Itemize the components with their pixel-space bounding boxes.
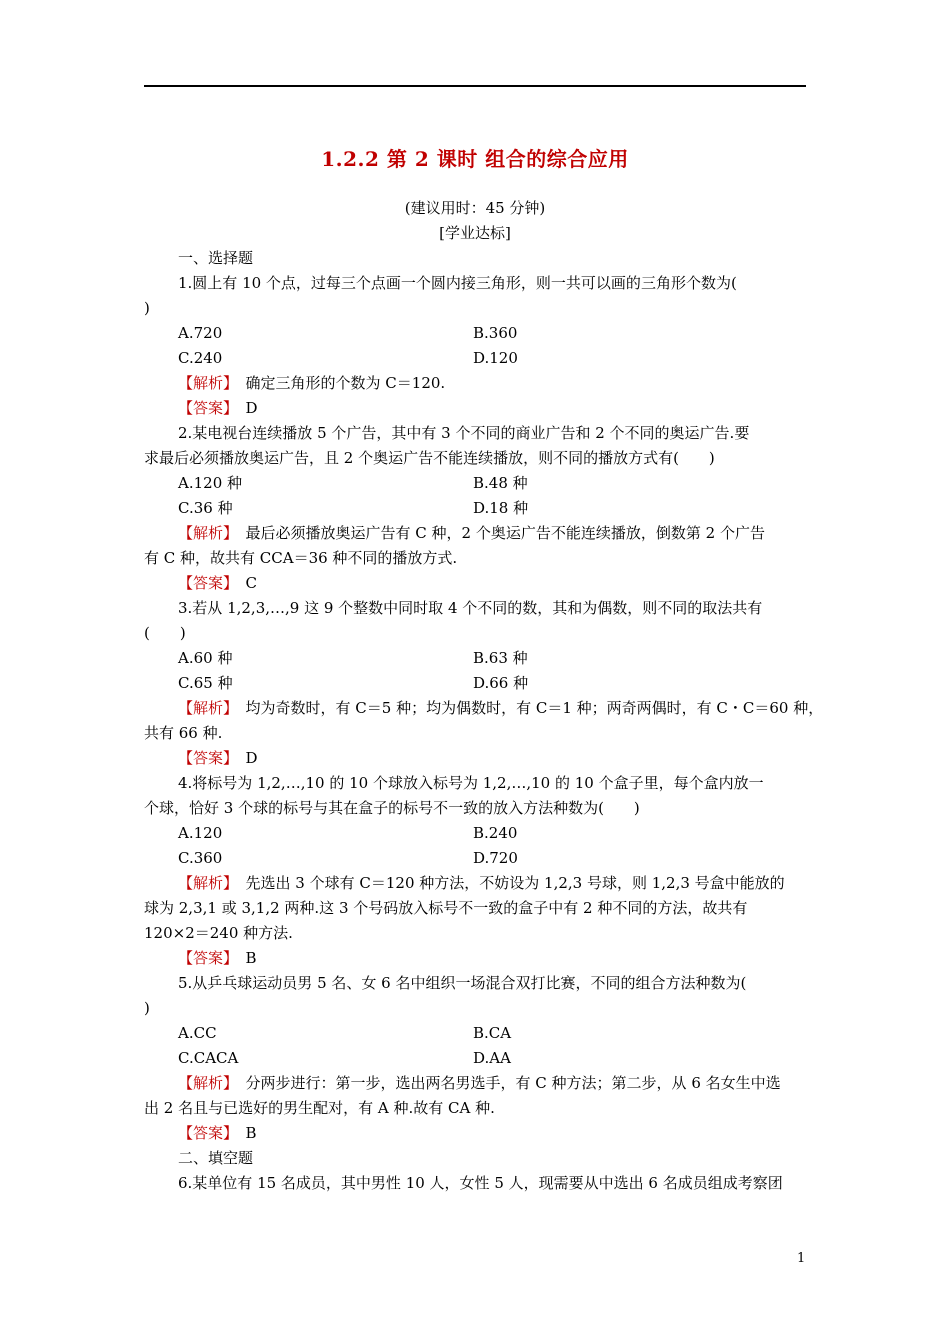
analysis-tag: 【解析】 (178, 374, 231, 392)
q1-option-c: C.240 (178, 349, 223, 367)
q5-stem-line1: 5.从乒乓球运动员男 5 名、女 6 名中组织一场混合双打比赛，不同的组合方法种数为( (178, 974, 747, 992)
analysis-tag: 【解析】 (178, 699, 231, 717)
q2-option-c: C.36 种 (178, 499, 233, 517)
q5-option-a: A.CC (178, 1024, 217, 1042)
q2-option-a: A.120 种 (178, 474, 242, 492)
q4-option-a: A.120 (178, 824, 223, 842)
q2-answer-value: C (245, 574, 258, 592)
q2-analysis-text-2: 有 C 种，故共有 CCA＝36 种不同的播放方式. (144, 549, 458, 567)
q4-analysis-text-2: 球为 2,3,1 或 3,1,2 两种.这 3 个号码放入标号不一致的盒子中有 2 种不同的方法，故共有 (144, 899, 748, 917)
q3-stem-line1: 3.若从 1,2,3,…,9 这 9 个整数中同时取 4 个不同的数，其和为偶数，则不同的取法共有 (178, 599, 763, 617)
q1-answer-value: D (245, 399, 258, 417)
analysis-tag: 【解析】 (178, 1074, 231, 1092)
q2-stem-line1: 2.某电视台连续播放 5 个广告，其中有 3 个不同的商业广告和 2 个不同的奥运广告.要 (178, 424, 750, 442)
q3-analysis (178, 698, 823, 718)
q1-option-a: A.720 (178, 324, 223, 342)
q5-option-c: C.CACA (178, 1049, 239, 1067)
q3-option-b: B.63 种 (473, 649, 528, 667)
q2-stem-line2: 求最后必须播放奥运广告，且 2 个奥运广告不能连续播放，则不同的播放方式有( ) (144, 449, 715, 467)
q5-analysis-text-1: 分两步进行：第一步，选出两名男选手，有 C 种方法；第二步，从 6 名女生中选 (245, 1074, 781, 1092)
q5-analysis-text-2: 出 2 名且与已选好的男生配对，有 A 种.故有 CA 种. (144, 1099, 495, 1117)
q2-option-d: D.18 种 (473, 499, 529, 517)
q5-option-d: D.AA (473, 1049, 511, 1067)
q3-answer (178, 748, 258, 768)
q3-option-a: A.60 种 (178, 649, 233, 667)
q1-stem-line2: ) (144, 299, 150, 317)
answer-tag: 【答案】 (178, 399, 231, 417)
q2-analysis (178, 523, 765, 543)
q2-analysis-text-1: 最后必须播放奥运广告有 C 种，2 个奥运广告不能连续播放，倒数第 2 个广告 (245, 524, 765, 542)
analysis-tag: 【解析】 (178, 874, 231, 892)
q5-analysis (178, 1073, 781, 1093)
answer-tag: 【答案】 (178, 1124, 231, 1142)
time-note: (建议用时：45 分钟) (404, 199, 546, 217)
q5-option-b: B.CA (473, 1024, 512, 1042)
q4-analysis (178, 873, 785, 893)
q4-stem-line1: 4.将标号为 1,2,…,10 的 10 个球放入标号为 1,2,…,10 的 10 个盒子里，每个盒内放一 (178, 774, 764, 792)
q3-analysis-text-1: 均为奇数时，有 C＝5 种；均为偶数时，有 C＝1 种；两奇两偶时，有 C・C＝60 种， (245, 699, 824, 717)
q4-answer (178, 948, 257, 968)
q1-analysis (178, 373, 445, 393)
section-heading-choice: 一、选择题 (178, 249, 254, 267)
q3-analysis-text-2: 共有 66 种. (144, 724, 223, 742)
q1-option-d: D.120 (473, 349, 518, 367)
q6-stem-line1: 6.某单位有 15 名成员，其中男性 10 人，女性 5 人，现需要从中选出 6 名成员组成考察团 (178, 1174, 783, 1192)
answer-tag: 【答案】 (178, 949, 231, 967)
section-heading-fill: 二、填空题 (178, 1149, 254, 1167)
q3-stem-line2: ( ) (144, 624, 186, 642)
answer-tag: 【答案】 (178, 574, 231, 592)
q4-analysis-text-1: 先选出 3 个球有 C＝120 种方法，不妨设为 1,2,3 号球，则 1,2,3 号盒中能放的 (245, 874, 785, 892)
q2-option-b: B.48 种 (473, 474, 528, 492)
q4-analysis-text-3: 120×2＝240 种方法. (144, 924, 293, 942)
q4-option-d: D.720 (473, 849, 518, 867)
page-number: 1 (797, 1251, 806, 1266)
q1-analysis-text: 确定三角形的个数为 C＝120. (245, 374, 446, 392)
q1-stem-line1: 1.圆上有 10 个点，过每三个点画一个圆内接三角形，则一共可以画的三角形个数为( (178, 274, 737, 292)
q4-stem-line2: 个球，恰好 3 个球的标号与其在盒子的标号不一致的放入方法种数为( ) (144, 799, 640, 817)
q4-option-c: C.360 (178, 849, 223, 867)
q5-answer-value: B (245, 1124, 257, 1142)
q5-answer (178, 1123, 257, 1143)
q1-option-b: B.360 (473, 324, 518, 342)
q4-option-b: B.240 (473, 824, 518, 842)
analysis-tag: 【解析】 (178, 524, 231, 542)
page-title: 1.2.2 第 2 课时 组合的综合应用 (321, 147, 629, 171)
q5-stem-line2: ) (144, 999, 150, 1017)
q3-answer-value: D (245, 749, 258, 767)
q3-option-d: D.66 种 (473, 674, 529, 692)
section-tag: [学业达标] (439, 224, 511, 242)
answer-tag: 【答案】 (178, 749, 231, 767)
q1-answer (178, 398, 258, 418)
q2-answer (178, 573, 257, 593)
header-rule (144, 85, 806, 87)
q4-answer-value: B (245, 949, 257, 967)
q3-option-c: C.65 种 (178, 674, 233, 692)
